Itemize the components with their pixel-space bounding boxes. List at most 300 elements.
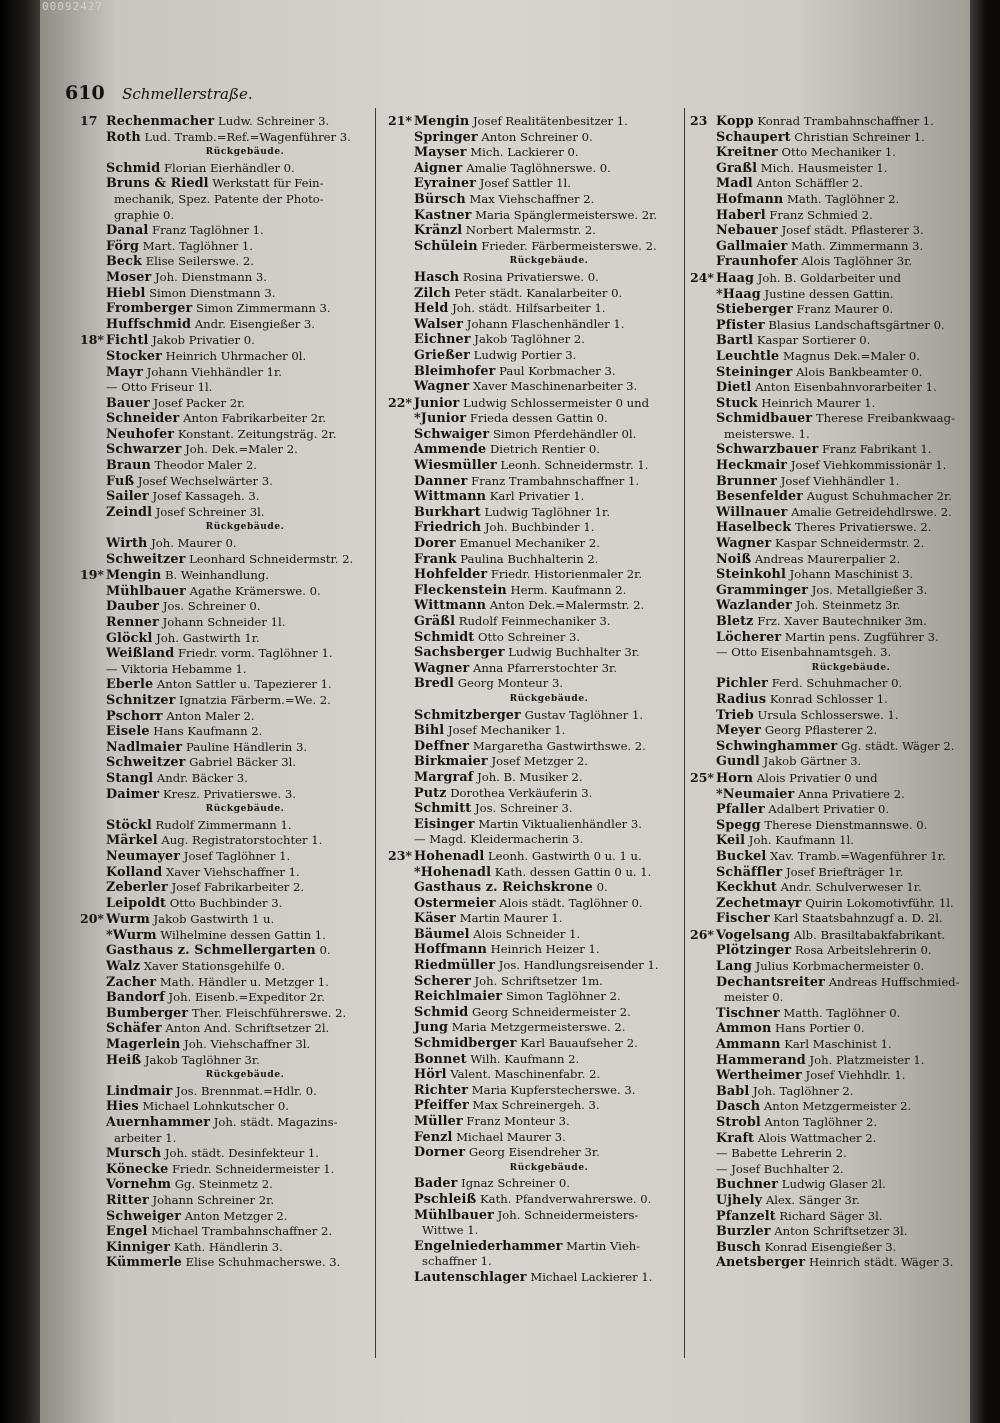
directory-entry (80, 928, 380, 944)
directory-entry (690, 959, 982, 975)
directory-entry (388, 208, 680, 224)
resident-details: 0. (596, 880, 608, 895)
resident-surname: Mengin (106, 568, 162, 584)
directory-entry (80, 176, 380, 192)
resident-details: Magnus Dek.=Maler 0. (782, 348, 920, 363)
directory-entry (80, 959, 380, 975)
section-heading: Rückgebäude. (205, 804, 285, 815)
directory-entry (690, 896, 982, 912)
resident-surname: Bürsch (414, 191, 466, 207)
resident-surname: Stöckl (106, 817, 152, 833)
resident-surname: Brunner (716, 473, 778, 489)
directory-entry (80, 349, 380, 365)
directory-entry (388, 332, 680, 348)
resident-surname: Auernhammer (106, 1115, 211, 1130)
section-heading: Rückgebäude. (205, 147, 285, 158)
resident-surname: Hies (106, 1099, 139, 1115)
resident-details: — Viktoria Hebamme 1. (106, 661, 247, 676)
directory-entry (690, 1053, 982, 1069)
resident-details: Georg Pflasterer 2. (764, 723, 878, 738)
directory-entry (388, 848, 680, 865)
resident-details: Kresz. Privatierswe. 3. (162, 786, 296, 801)
resident-surname: Mengin (414, 114, 470, 129)
entry-continuation: meisterswe. 1. (724, 426, 810, 441)
directory-entry (388, 145, 680, 161)
resident-details: Ludwig Buchhalter 3r. (508, 645, 640, 660)
directory-entry (690, 223, 982, 239)
resident-details: Mart. Taglöhner 1. (142, 238, 253, 253)
directory-entry (80, 239, 380, 255)
resident-surname: Spegg (716, 817, 761, 833)
resident-surname: Plötzinger (716, 943, 792, 959)
resident-details: Jos. Brennmat.=Hdlr. 0. (176, 1083, 317, 1098)
resident-details: Andreas Huffschmied- (828, 974, 960, 989)
directory-entry (690, 287, 982, 303)
resident-details: Ferd. Schuhmacher 0. (771, 676, 903, 691)
directory-entry (388, 614, 680, 630)
resident-surname: Schweitzer (106, 551, 186, 567)
resident-details: Xav. Tramb.=Wagenführer 1r. (770, 848, 946, 863)
resident-details: Michael Trambahnschaffner 2. (151, 1224, 333, 1239)
resident-details: Simon Dienstmann 3. (149, 285, 276, 300)
resident-surname: Märkel (106, 833, 158, 849)
resident-details: Heinrich Maurer 1. (761, 395, 876, 410)
resident-surname: Schmidt (414, 629, 475, 645)
resident-details: Josef städt. Pflasterer 3. (781, 223, 924, 238)
resident-surname: Eisinger (414, 816, 475, 832)
resident-surname: Kastner (414, 207, 472, 223)
directory-entry (690, 723, 982, 739)
resident-surname: Sachsberger (414, 645, 505, 661)
scan-edge-left (0, 0, 40, 1423)
resident-details: Alois Taglöhner 3r. (801, 254, 913, 269)
resident-details: Johann Schneider 1l. (162, 615, 286, 629)
resident-surname: Radius (716, 691, 767, 707)
directory-entry (80, 849, 380, 865)
directory-entry (80, 332, 380, 349)
directory-entry (388, 661, 680, 677)
resident-details: Valent. Maschinenfabr. 2. (450, 1067, 601, 1082)
directory-entry (388, 770, 680, 786)
directory-entry (388, 395, 680, 412)
resident-details: Leonh. Gastwirth 0 u. 1 u. (487, 848, 642, 863)
entry-continuation: graphie 0. (114, 207, 175, 222)
resident-details: Dietrich Rentier 0. (489, 442, 600, 457)
resident-details: Agathe Krämerswe. 0. (189, 583, 321, 598)
resident-surname: Friedrich (414, 520, 482, 536)
resident-details: Jakob Privatier 0. (152, 333, 255, 348)
resident-details: Therese Dienstmannswe. 0. (764, 817, 928, 832)
resident-details: Joh. Schneidermeisters- (497, 1207, 639, 1222)
directory-entry (690, 1115, 982, 1131)
resident-surname: Lautenschlager (414, 1269, 527, 1285)
directory-entry (80, 286, 380, 302)
resident-details: Konstant. Zeitungsträg. 2r. (177, 426, 337, 441)
resident-surname: Eyrainer (414, 176, 477, 192)
resident-details: Andr. Eisengießer 3. (194, 316, 315, 331)
resident-details: Franz Fabrikant 1. (821, 442, 932, 457)
resident-details: Franz Monteur 3. (466, 1114, 570, 1128)
directory-entry (388, 942, 680, 958)
resident-details: Aug. Registratorstochter 1. (161, 833, 323, 848)
resident-details: Wilh. Kaufmann 2. (470, 1051, 580, 1066)
resident-surname: Schwarzbauer (716, 442, 819, 458)
entry-continuation: meister 0. (724, 990, 784, 1005)
directory-entry (690, 1006, 982, 1022)
directory-entry (80, 1209, 380, 1225)
directory-entry (690, 442, 982, 458)
resident-details: Xaver Maschinenarbeiter 3. (472, 379, 638, 394)
resident-surname: Schnitzer (106, 692, 176, 708)
resident-surname: Schülein (414, 238, 478, 254)
resident-surname: Lindmair (106, 1083, 173, 1099)
directory-entry (80, 301, 380, 317)
directory-entry (388, 974, 680, 990)
directory-entry (388, 1020, 680, 1036)
resident-surname: Müller (414, 1114, 463, 1129)
resident-details: Karl Staatsbahnzugf a. D. 2l. (773, 911, 943, 926)
directory-entry (690, 458, 982, 474)
resident-details: August Schuhmacher 2r. (806, 489, 952, 504)
resident-surname: Dietl (716, 380, 752, 396)
directory-entry (388, 536, 680, 552)
directory-entry (690, 833, 982, 849)
resident-details: Paul Korbmacher 3. (499, 363, 616, 378)
resident-surname: Schmitzberger (414, 707, 521, 723)
resident-details: Simon Taglöhner 2. (505, 989, 621, 1004)
resident-details: Joh. B. Musiker 2. (477, 769, 583, 784)
resident-surname: Busch (716, 1239, 761, 1255)
resident-details: Andr. Schulverweser 1r. (780, 880, 922, 895)
resident-surname: Dasch (716, 1099, 761, 1115)
resident-surname: Schwarzer (106, 442, 182, 458)
resident-details: Josef Realitätenbesitzer 1. (473, 114, 628, 128)
directory-entry (80, 771, 380, 787)
directory-column-1 (80, 113, 380, 1353)
resident-surname: Gasthaus z. Reichskrone (414, 880, 593, 896)
directory-entry (80, 599, 380, 615)
column-divider (684, 108, 685, 1358)
resident-details: Wilhelmine dessen Gattin 1. (160, 927, 326, 942)
resident-details: Friedr. vorm. Taglöhner 1. (177, 646, 333, 661)
resident-surname: Dechantsreiter (716, 974, 825, 990)
directory-entry (690, 1255, 982, 1271)
directory-entry (690, 176, 982, 192)
directory-entry (388, 1130, 680, 1146)
resident-surname: Mayr (106, 364, 144, 380)
directory-entry (80, 1021, 380, 1037)
resident-surname: Vogelsang (716, 927, 790, 943)
resident-surname: Wurm (106, 912, 150, 928)
directory-entry (690, 130, 982, 146)
resident-surname: Bonnet (414, 1051, 467, 1067)
resident-surname: Bandorf (106, 990, 165, 1006)
resident-surname: Nebauer (716, 223, 778, 239)
resident-details: Josef Briefträger 1r. (785, 864, 904, 879)
resident-details: Rudolf Zimmermann 1. (155, 817, 292, 832)
directory-entry (80, 552, 380, 568)
resident-details: Xaver Stationsgehilfe 0. (143, 959, 285, 974)
resident-details: Ludwig Taglöhner 1r. (484, 504, 611, 519)
resident-details: — Otto Friseur 1l. (106, 380, 213, 395)
resident-surname: Engelniederhammer (414, 1238, 563, 1254)
resident-surname: Graßl (716, 160, 758, 176)
directory-page (40, 0, 985, 1423)
directory-entry (388, 552, 680, 568)
directory-entry (80, 380, 380, 396)
resident-surname: Bletz (716, 614, 754, 629)
resident-details: Anton Fabrikarbeiter 2r. (183, 411, 327, 426)
resident-surname: Kraft (716, 1130, 755, 1146)
directory-entry (690, 802, 982, 818)
resident-details: Konrad Eisengießer 3. (764, 1239, 897, 1254)
directory-entry (388, 1176, 680, 1192)
resident-surname: Sailer (106, 489, 149, 505)
directory-entry (690, 208, 982, 224)
resident-details: Gg. städt. Wäger 2. (841, 738, 955, 753)
resident-surname: Kolland (106, 864, 163, 880)
resident-details: Joh. städt. Desinfekteur 1. (164, 1146, 319, 1161)
resident-surname: Schäffler (716, 864, 783, 880)
directory-entry (388, 427, 680, 443)
directory-entry (388, 317, 680, 333)
resident-details: Therese Freibankwaag- (815, 411, 955, 426)
directory-entry (690, 1240, 982, 1256)
directory-entry (80, 113, 380, 130)
directory-entry (388, 708, 680, 724)
resident-surname: Richter (414, 1082, 469, 1098)
resident-surname: Löcherer (716, 629, 782, 645)
resident-details: Math. Taglöhner 2. (786, 191, 900, 206)
resident-surname: Haberl (716, 207, 766, 223)
resident-surname: Meyer (716, 723, 762, 739)
directory-entry (80, 1084, 380, 1100)
resident-details: Joh. Buchbinder 1. (484, 520, 595, 535)
directory-entry (80, 1099, 380, 1115)
resident-surname: Ammann (716, 1037, 781, 1053)
directory-entry (388, 1098, 680, 1114)
resident-surname: Vornehm (106, 1177, 172, 1193)
resident-surname: Leipoldt (106, 895, 167, 911)
resident-surname: Bartl (716, 333, 754, 349)
resident-details: Josef Kassageh. 3. (152, 489, 260, 504)
resident-surname: Renner (106, 615, 159, 630)
directory-entry (388, 1083, 680, 1099)
resident-details: Alex. Sänger 3r. (765, 1192, 860, 1207)
directory-entry (690, 1021, 982, 1037)
section-heading: Rückgebäude. (509, 256, 589, 267)
directory-entry (388, 411, 680, 427)
resident-surname: Wiesmüller (414, 458, 497, 474)
resident-details: Mich. Lackierer 0. (470, 145, 579, 160)
resident-details: Franz Taglöhner 1. (152, 223, 264, 238)
directory-entry (80, 1115, 380, 1131)
resident-details: Gg. Steinmetz 2. (174, 1177, 273, 1192)
resident-surname: Steininger (716, 364, 793, 380)
resident-details: Joh. Schriftsetzer 1m. (474, 973, 603, 988)
resident-details: Ludw. Schreiner 3. (218, 114, 330, 128)
page-fold-shadow (970, 0, 985, 1423)
resident-details: Alois Schneider 1. (473, 926, 581, 941)
resident-details: Ignatzia Färberm.=We. 2. (179, 692, 331, 707)
resident-surname: Babl (716, 1083, 750, 1099)
resident-surname: Hofmann (716, 191, 784, 207)
resident-details: Anton And. Schriftsetzer 2l. (165, 1021, 330, 1036)
resident-surname: Bihl (414, 723, 445, 739)
directory-entry (388, 645, 680, 661)
resident-details: 0. (319, 943, 331, 958)
directory-entry (80, 693, 380, 709)
resident-details: Georg Eisendreher 3r. (468, 1145, 600, 1160)
resident-details: Anton Taglöhner 2. (764, 1115, 878, 1129)
resident-details: Anna Pfarrerstochter 3r. (472, 660, 618, 675)
directory-entry (388, 817, 680, 833)
directory-entry (690, 239, 982, 255)
resident-surname: Kränzl (414, 223, 463, 239)
directory-entry (388, 958, 680, 974)
resident-details: Josef Fabrikarbeiter 2. (171, 880, 305, 895)
resident-surname: Schwinghammer (716, 738, 838, 754)
resident-details: Martin pens. Zugführer 3. (784, 629, 939, 644)
resident-surname: Gundl (716, 754, 760, 770)
resident-surname: Hammerand (716, 1052, 806, 1068)
directory-entry (690, 365, 982, 381)
resident-surname: Danal (106, 223, 149, 239)
resident-surname: Wazlander (716, 598, 793, 614)
resident-surname: Schmid (106, 160, 161, 176)
resident-surname: Pfanzelt (716, 1208, 776, 1224)
directory-entry (388, 364, 680, 380)
directory-entry (388, 739, 680, 755)
page-number: 610 (65, 82, 105, 104)
resident-surname: Danner (414, 473, 468, 489)
resident-surname: Madl (716, 176, 753, 192)
resident-surname: Kopp (716, 114, 754, 129)
resident-surname: *Hohenadl (414, 864, 492, 880)
directory-entry (80, 1037, 380, 1053)
resident-surname: Stieberger (716, 302, 793, 318)
resident-details: Anton Metzger 2. (184, 1208, 288, 1223)
resident-surname: Mühlbauer (414, 1207, 494, 1223)
resident-surname: Ostermeier (414, 895, 496, 911)
directory-column-3 (690, 113, 982, 1353)
resident-details: Max Viehschaffner 2. (469, 191, 595, 206)
street-name: Schmellerstraße. (122, 85, 253, 103)
directory-entry (690, 583, 982, 599)
resident-details: Anton Maler 2. (166, 708, 255, 723)
resident-details: Josef Viehhändler 1. (780, 473, 900, 488)
resident-details: Joh. Dek.=Maler 2. (185, 442, 298, 457)
directory-entry (80, 505, 380, 521)
directory-entry (80, 427, 380, 443)
resident-details: Otto Schreiner 3. (478, 629, 581, 644)
resident-surname: Käser (414, 911, 457, 927)
resident-details: Ludwig Portier 3. (473, 347, 577, 362)
resident-details: Josef Metzger 2. (491, 754, 588, 769)
resident-details: Max Schreinergeh. 3. (472, 1098, 600, 1113)
resident-surname: Scherer (414, 973, 471, 989)
directory-entry (80, 943, 380, 959)
resident-details: Jos. Handlungsreisender 1. (498, 958, 659, 973)
directory-entry (388, 1005, 680, 1021)
directory-entry (690, 520, 982, 536)
resident-surname: Gasthaus z. Schmellergarten (106, 943, 316, 959)
directory-entry (80, 584, 380, 600)
resident-surname: Fromberger (106, 301, 193, 317)
resident-details: Quirin Lokomotivführ. 1l. (805, 895, 954, 910)
directory-entry (690, 396, 982, 412)
directory-entry (388, 1270, 680, 1286)
directory-entry (388, 223, 680, 239)
resident-surname: Fenzl (414, 1129, 453, 1145)
resident-details: Maria Spänglermeisterswe. 2r. (475, 207, 658, 222)
directory-entry (388, 676, 680, 692)
resident-surname: *Haag (716, 286, 761, 302)
resident-surname: Keil (716, 833, 746, 849)
resident-details: Maria Metzgermeisterswe. 2. (451, 1020, 626, 1035)
directory-entry (388, 474, 680, 490)
directory-entry (80, 130, 380, 146)
resident-surname: Braun (106, 458, 151, 474)
resident-surname: Ammon (716, 1021, 772, 1037)
resident-details: Blasius Landschaftsgärtner 0. (768, 317, 945, 332)
directory-entry (388, 1208, 680, 1224)
resident-surname: Wertheimer (716, 1068, 802, 1084)
directory-entry (690, 645, 982, 661)
directory-entry (690, 505, 982, 521)
resident-surname: Walz (106, 959, 141, 975)
resident-surname: Pfaller (716, 802, 765, 818)
resident-details: Johann Viehhändler 1r. (146, 364, 282, 379)
directory-entry (388, 1052, 680, 1068)
resident-details: Math. Händler u. Metzger 1. (159, 974, 329, 989)
scan-id-label: 00092427 (42, 0, 103, 13)
directory-entry (80, 365, 380, 381)
resident-details: Frieder. Färbermeisterswe. 2. (481, 238, 657, 253)
page-header (65, 82, 945, 108)
resident-details: Josef Viehkommissionär 1. (790, 458, 947, 473)
resident-details: Simon Pferdehändler 0l. (492, 426, 637, 441)
directory-entry (690, 911, 982, 927)
resident-surname: Eichner (414, 332, 471, 348)
directory-entry (80, 474, 380, 490)
resident-details: Joh. städt. Magazins- (213, 1115, 338, 1129)
directory-entry (388, 520, 680, 536)
section-heading: Rückgebäude. (811, 662, 891, 673)
resident-details: — Magd. Kleidermacherin 3. (414, 832, 584, 847)
directory-entry (80, 1146, 380, 1162)
directory-entry (80, 631, 380, 647)
directory-entry (388, 1239, 680, 1255)
resident-surname: Wittmann (414, 489, 487, 505)
resident-details: Norbert Malermstr. 2. (465, 223, 596, 238)
resident-details: Kaspar Sortierer 0. (756, 333, 871, 348)
directory-entry (690, 1146, 982, 1162)
directory-entry (388, 286, 680, 302)
directory-entry (690, 474, 982, 490)
resident-surname: Ujhely (716, 1192, 763, 1208)
resident-details: Mich. Hausmeister 1. (760, 160, 888, 175)
resident-details: Elise Seilerswe. 2. (145, 254, 254, 269)
resident-surname: Pschorr (106, 708, 163, 724)
resident-surname: Zechetmayr (716, 895, 802, 911)
directory-entry (388, 989, 680, 1005)
directory-entry (388, 379, 680, 395)
directory-entry (80, 442, 380, 458)
resident-surname: *Junior (414, 411, 467, 427)
resident-surname: Zeindl (106, 504, 153, 520)
resident-details: Franz Trambahnschaffner 1. (471, 473, 640, 488)
